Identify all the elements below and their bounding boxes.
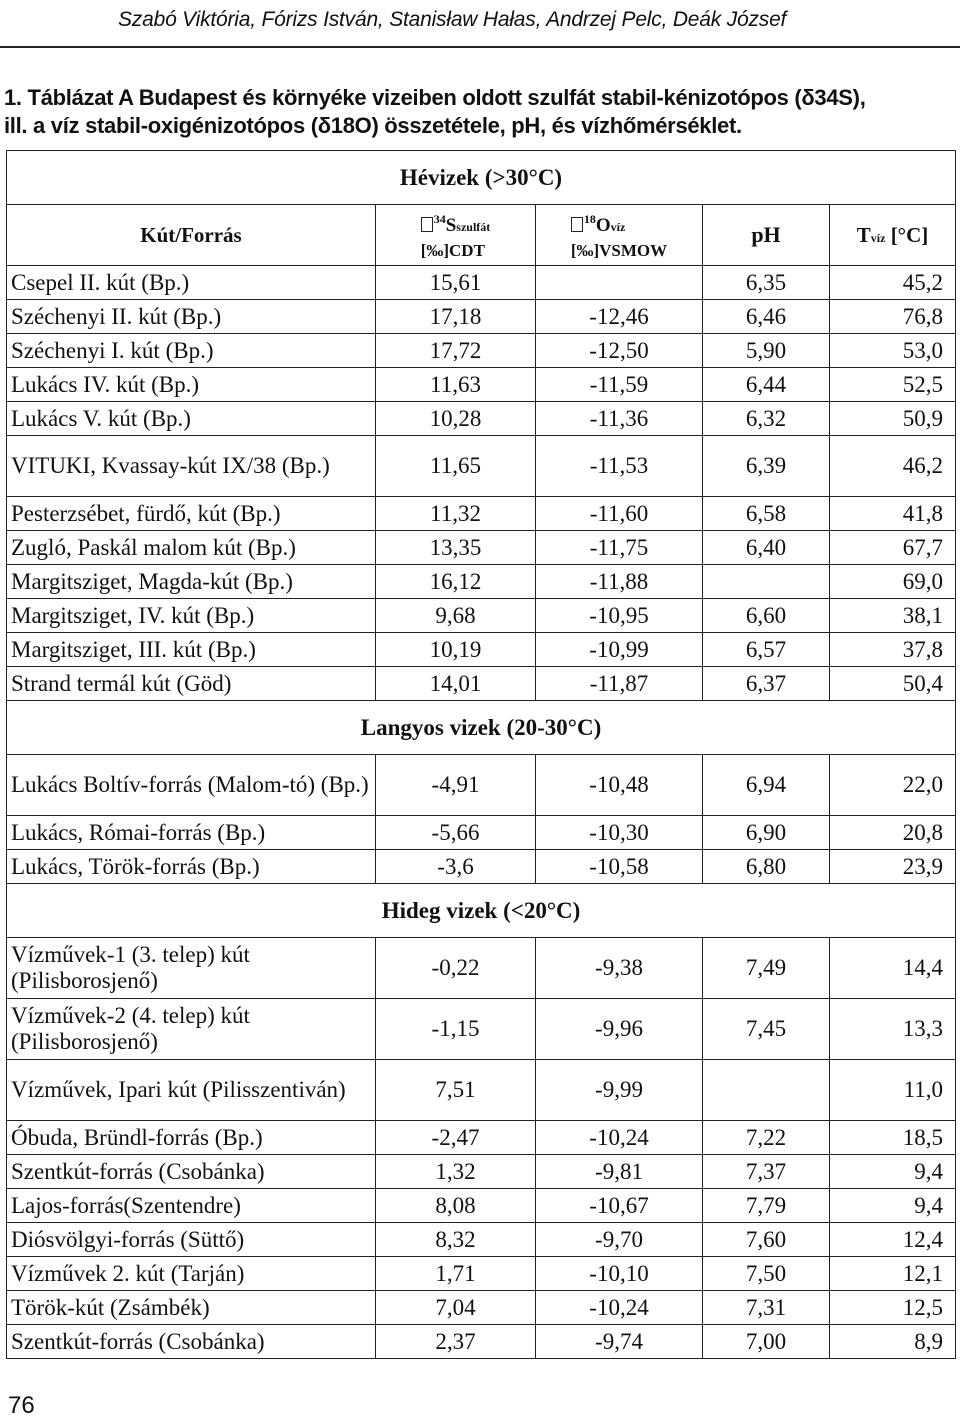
table-row <box>7 334 956 368</box>
cell-d34s: 8,08 <box>376 1189 536 1223</box>
section-header-row <box>7 151 956 205</box>
col-header-site: Kút/Forrás <box>7 205 376 266</box>
cell-d34s: -0,22 <box>376 938 536 999</box>
cell-d18o: -9,81 <box>536 1155 703 1189</box>
cell-ph: 6,32 <box>703 402 830 436</box>
cell-ph: 6,35 <box>703 266 830 300</box>
table-row <box>7 938 956 999</box>
cell-d18o: -11,88 <box>536 565 703 599</box>
table-row <box>7 1189 956 1223</box>
cell-temperature: 53,0 <box>830 334 956 368</box>
cell-d34s: 1,32 <box>376 1155 536 1189</box>
cell-site: Strand termál kút (Göd) <box>7 667 376 701</box>
cell-temperature: 9,4 <box>830 1189 956 1223</box>
col-label-s34-unit <box>421 239 491 263</box>
cell-temperature: 20,8 <box>830 816 956 850</box>
cell-d18o: -11,53 <box>536 436 703 497</box>
element-symbol: S <box>445 215 457 236</box>
cell-temperature: 13,3 <box>830 999 956 1060</box>
cell-d18o: -10,67 <box>536 1189 703 1223</box>
cell-d34s: 9,68 <box>376 599 536 633</box>
table-row <box>7 497 956 531</box>
cell-temperature: 38,1 <box>830 599 956 633</box>
page-header <box>0 0 960 56</box>
cell-temperature: 22,0 <box>830 755 956 816</box>
cell-ph <box>703 565 830 599</box>
cell-temperature: 69,0 <box>830 565 956 599</box>
section-title: Langyos vizek (20-30°C) <box>7 701 956 755</box>
section-header-row <box>7 884 956 938</box>
cell-d34s: 17,18 <box>376 300 536 334</box>
header-rule <box>0 46 960 48</box>
cell-d34s: 16,12 <box>376 565 536 599</box>
cell-temperature: 52,5 <box>830 368 956 402</box>
table-row <box>7 531 956 565</box>
cell-d34s: 10,19 <box>376 633 536 667</box>
table-row <box>7 999 956 1060</box>
cell-temperature: 46,2 <box>830 436 956 497</box>
unit-standard: CDT <box>449 241 485 260</box>
cell-d34s: 7,51 <box>376 1060 536 1121</box>
cell-d18o: -11,59 <box>536 368 703 402</box>
cell-temperature: 41,8 <box>830 497 956 531</box>
cell-site: Vízművek-2 (4. telep) kút (Pilisborosjenő) <box>7 999 376 1060</box>
cell-ph <box>703 1060 830 1121</box>
cell-d34s: 1,71 <box>376 1257 536 1291</box>
col-label-o18 <box>571 207 667 263</box>
table-row <box>7 599 956 633</box>
missing-glyph-box <box>571 217 583 232</box>
cell-site: Margitsziget, III. kút (Bp.) <box>7 633 376 667</box>
table-row <box>7 300 956 334</box>
table-row <box>7 1223 956 1257</box>
cell-d34s: 15,61 <box>376 266 536 300</box>
cell-site: VITUKI, Kvassay-kút IX/38 (Bp.) <box>7 436 376 497</box>
table-row <box>7 816 956 850</box>
table-row <box>7 368 956 402</box>
cell-ph: 7,79 <box>703 1189 830 1223</box>
cell-d34s: 10,28 <box>376 402 536 436</box>
cell-ph: 7,49 <box>703 938 830 999</box>
section-header-row <box>7 701 956 755</box>
cell-ph: 7,60 <box>703 1223 830 1257</box>
cell-site: Széchenyi I. kút (Bp.) <box>7 334 376 368</box>
table-row <box>7 1291 956 1325</box>
cell-temperature: 11,0 <box>830 1060 956 1121</box>
cell-ph: 6,90 <box>703 816 830 850</box>
cell-ph: 6,46 <box>703 300 830 334</box>
cell-site: Vízművek, Ipari kút (Pilisszentiván) <box>7 1060 376 1121</box>
cell-d18o: -10,24 <box>536 1121 703 1155</box>
isotope-mass: 34 <box>433 212 446 226</box>
cell-d34s: -2,47 <box>376 1121 536 1155</box>
cell-temperature: 12,1 <box>830 1257 956 1291</box>
cell-site: Óbuda, Bründl-forrás (Bp.) <box>7 1121 376 1155</box>
cell-d18o: -12,50 <box>536 334 703 368</box>
temp-unit: [°C] <box>885 222 929 247</box>
table-row <box>7 402 956 436</box>
col-label-o18-unit <box>571 239 667 263</box>
cell-temperature: 76,8 <box>830 300 956 334</box>
cell-temperature: 8,9 <box>830 1325 956 1359</box>
cell-d34s: 14,01 <box>376 667 536 701</box>
cell-ph: 6,37 <box>703 667 830 701</box>
temp-label <box>857 223 929 247</box>
table-row <box>7 1155 956 1189</box>
cell-temperature: 50,9 <box>830 402 956 436</box>
table-row <box>7 565 956 599</box>
isotope-mass: 18 <box>583 212 596 226</box>
cell-temperature: 45,2 <box>830 266 956 300</box>
table-row <box>7 667 956 701</box>
page-number: 76 <box>8 1392 35 1419</box>
cell-d18o: -10,48 <box>536 755 703 816</box>
table-row <box>7 1121 956 1155</box>
table-caption <box>4 84 956 140</box>
cell-temperature: 37,8 <box>830 633 956 667</box>
cell-d18o: -9,70 <box>536 1223 703 1257</box>
cell-site: Zugló, Paskál malom kút (Bp.) <box>7 531 376 565</box>
cell-d34s: -4,91 <box>376 755 536 816</box>
cell-temperature: 23,9 <box>830 850 956 884</box>
cell-site: Széchenyi II. kút (Bp.) <box>7 300 376 334</box>
cell-ph: 7,50 <box>703 1257 830 1291</box>
cell-ph: 6,57 <box>703 633 830 667</box>
cell-site: Margitsziget, Magda-kút (Bp.) <box>7 565 376 599</box>
table-row <box>7 755 956 816</box>
cell-ph: 7,37 <box>703 1155 830 1189</box>
table-row <box>7 1060 956 1121</box>
cell-ph: 7,00 <box>703 1325 830 1359</box>
cell-d18o: -11,75 <box>536 531 703 565</box>
cell-d34s: -5,66 <box>376 816 536 850</box>
cell-site: Vízművek-1 (3. telep) kút (Pilisborosjenő) <box>7 938 376 999</box>
table-row <box>7 436 956 497</box>
cell-d34s: -1,15 <box>376 999 536 1060</box>
cell-d18o: -11,60 <box>536 497 703 531</box>
cell-ph: 7,22 <box>703 1121 830 1155</box>
unit: [‰] <box>570 241 600 260</box>
col-header-temp <box>830 205 956 266</box>
cell-d34s: 7,04 <box>376 1291 536 1325</box>
col-label-s34-symbol <box>421 207 491 239</box>
running-head-authors: Szabó Viktória, Fórizs István, Stanisław Hałas, Andrzej Pelc, Deák József <box>118 8 787 31</box>
cell-d18o: -11,36 <box>536 402 703 436</box>
cell-temperature: 14,4 <box>830 938 956 999</box>
cell-ph: 6,44 <box>703 368 830 402</box>
isotope-table <box>6 150 956 1359</box>
cell-ph: 6,60 <box>703 599 830 633</box>
cell-ph: 6,94 <box>703 755 830 816</box>
temp-symbol: T <box>856 222 871 247</box>
cell-d34s: 13,35 <box>376 531 536 565</box>
cell-d18o: -10,10 <box>536 1257 703 1291</box>
unit: [‰] <box>420 241 450 260</box>
cell-site: Margitsziget, IV. kút (Bp.) <box>7 599 376 633</box>
cell-d34s: 2,37 <box>376 1325 536 1359</box>
cell-d18o <box>536 266 703 300</box>
section-title: Hévizek (>30°C) <box>7 151 956 205</box>
cell-site: Csepel II. kút (Bp.) <box>7 266 376 300</box>
cell-d18o: -9,96 <box>536 999 703 1060</box>
table-row <box>7 1257 956 1291</box>
cell-temperature: 50,4 <box>830 667 956 701</box>
cell-temperature: 9,4 <box>830 1155 956 1189</box>
cell-d34s: 11,63 <box>376 368 536 402</box>
table-row <box>7 633 956 667</box>
cell-site: Lukács, Római-forrás (Bp.) <box>7 816 376 850</box>
cell-site: Lukács IV. kút (Bp.) <box>7 368 376 402</box>
table-row <box>7 266 956 300</box>
section-title: Hideg vizek (<20°C) <box>7 884 956 938</box>
cell-ph: 7,45 <box>703 999 830 1060</box>
col-label-o18-symbol <box>571 207 667 239</box>
cell-ph: 6,40 <box>703 531 830 565</box>
column-header-row <box>7 205 956 266</box>
cell-ph: 6,80 <box>703 850 830 884</box>
unit-standard: VSMOW <box>599 241 668 260</box>
cell-d18o: -10,99 <box>536 633 703 667</box>
cell-temperature: 12,4 <box>830 1223 956 1257</box>
cell-d34s: 11,65 <box>376 436 536 497</box>
cell-d18o: -10,95 <box>536 599 703 633</box>
cell-site: Pesterzsébet, fürdő, kút (Bp.) <box>7 497 376 531</box>
cell-ph: 6,58 <box>703 497 830 531</box>
table-body <box>7 151 956 1359</box>
col-header-o18 <box>536 205 703 266</box>
col-header-ph <box>703 205 830 266</box>
caption-line-1: 1. Táblázat A Budapest és környéke vizeiben oldott szulfát stabil-kénizotópos (δ34S), <box>4 85 866 110</box>
cell-d18o: -10,58 <box>536 850 703 884</box>
cell-site: Vízművek 2. kút (Tarján) <box>7 1257 376 1291</box>
table-row <box>7 1325 956 1359</box>
cell-d18o: -9,74 <box>536 1325 703 1359</box>
cell-d34s: 8,32 <box>376 1223 536 1257</box>
cell-ph: 6,39 <box>703 436 830 497</box>
cell-ph: 7,31 <box>703 1291 830 1325</box>
cell-site: Lukács Boltív-forrás (Malom-tó) (Bp.) <box>7 755 376 816</box>
cell-site: Szentkút-forrás (Csobánka) <box>7 1155 376 1189</box>
caption-line-2: ill. a víz stabil-oxigénizotópos (δ18O) összetétele, pH, és vízhőmérséklet. <box>4 113 742 138</box>
element-subscript: víz <box>610 220 626 234</box>
cell-site: Szentkút-forrás (Csobánka) <box>7 1325 376 1359</box>
cell-d34s: -3,6 <box>376 850 536 884</box>
missing-glyph-box <box>421 217 433 232</box>
cell-site: Lukács V. kút (Bp.) <box>7 402 376 436</box>
cell-ph: 5,90 <box>703 334 830 368</box>
cell-d18o: -12,46 <box>536 300 703 334</box>
cell-temperature: 12,5 <box>830 1291 956 1325</box>
element-subscript: szulfát <box>456 220 491 234</box>
cell-d18o: -11,87 <box>536 667 703 701</box>
table-row <box>7 850 956 884</box>
cell-site: Lajos-forrás(Szentendre) <box>7 1189 376 1223</box>
temp-subscript: víz <box>870 230 886 245</box>
cell-site: Diósvölgyi-forrás (Süttő) <box>7 1223 376 1257</box>
cell-d34s: 11,32 <box>376 497 536 531</box>
element-symbol: O <box>595 215 611 236</box>
cell-d18o: -10,30 <box>536 816 703 850</box>
col-header-s34 <box>376 205 536 266</box>
cell-d18o: -9,99 <box>536 1060 703 1121</box>
ph-label: pH <box>751 222 781 247</box>
cell-d18o: -10,24 <box>536 1291 703 1325</box>
cell-d34s: 17,72 <box>376 334 536 368</box>
cell-site: Lukács, Török-forrás (Bp.) <box>7 850 376 884</box>
col-label-s34 <box>421 207 491 263</box>
cell-d18o: -9,38 <box>536 938 703 999</box>
cell-site: Török-kút (Zsámbék) <box>7 1291 376 1325</box>
cell-temperature: 67,7 <box>830 531 956 565</box>
cell-temperature: 18,5 <box>830 1121 956 1155</box>
